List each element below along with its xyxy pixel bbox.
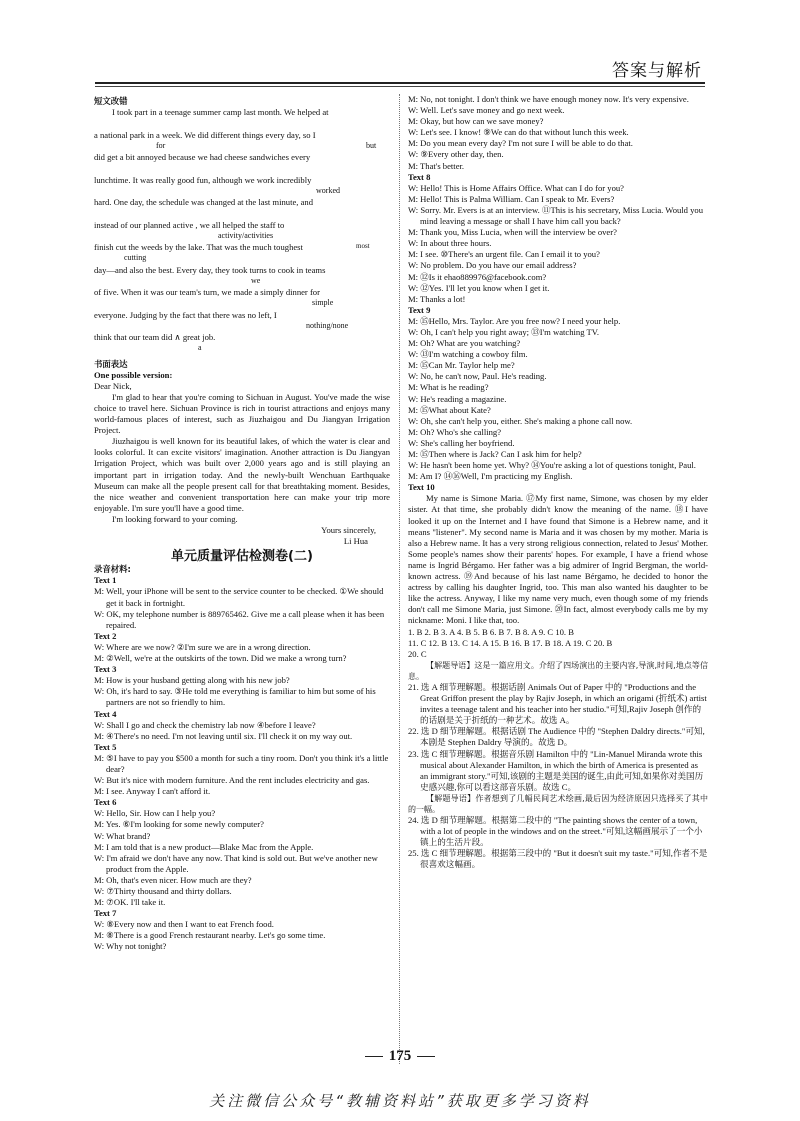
header-rule-thin — [95, 86, 705, 87]
dialogue-line: M: Hello! This is Palma William. Can I speak to Mr. Evers? — [408, 193, 615, 204]
header-title: 答案与解析 — [612, 61, 702, 81]
dialogue-line: M: ②Well, we're at the outskirts of the town. Did we make a wrong turn? — [94, 653, 347, 664]
dialogue-line: M: Do you mean every day? I'm not sure I will be able to do that. — [408, 138, 633, 149]
page-number-rule — [365, 1056, 383, 1057]
dialogue-line: W: Why not tonight? — [94, 941, 167, 952]
dialogue-line: M: Thank you, Miss Lucia, when will the interview be over? — [408, 227, 617, 238]
dialogue-line: M: That's better. — [408, 160, 465, 171]
dialogue-line: W: What brand? — [94, 830, 151, 841]
dialogue-line: W: Oh, it's hard to say. ③He told me everything is familiar to him but some of his partners are not so friendly to him. — [94, 686, 376, 708]
text-heading: Text 8 — [408, 171, 431, 182]
dialogue-line: W: Oh, I can't help you right away; ⑬I'm watching TV. — [408, 326, 600, 337]
dialogue-line: W: She's calling her boyfriend. — [408, 437, 515, 448]
error-line — [94, 220, 390, 243]
dialogue-line: M: ⑧There is a good French restaurant nearby. Let's go some time. — [94, 930, 326, 941]
error-note: we — [251, 275, 261, 285]
error-line — [94, 175, 390, 198]
dialogue-line: W: I'm afraid we don't have any now. That kind is sold out. But we've another new product from the Apple. — [94, 852, 378, 874]
error-line — [94, 197, 390, 220]
writing-title: 书面表达 — [94, 358, 128, 369]
text-heading: Text 10 — [408, 482, 435, 493]
error-line — [94, 332, 390, 355]
footer-watermark: 关注微信公众号“教辅资料站”获取更多学习资料 — [209, 1092, 591, 1110]
dialogue-line: M: Well, your iPhone will be sent to the service counter to be checked. ①We should get it back in fortnight. — [94, 586, 384, 608]
writing-salutation: Dear Nick, — [94, 380, 132, 391]
text-heading: Text 1 — [94, 575, 117, 586]
answer-key-line: 1. B 2. B 3. A 4. B 5. B 6. B 7. B 8. A 9. C 10. B — [408, 626, 574, 637]
writing-paragraph: I'm looking forward to your coming. — [112, 513, 238, 524]
dialogue-line: M: ⑮What about Kate? — [408, 404, 491, 415]
error-note: a — [198, 343, 202, 353]
error-note: activity/activities — [218, 230, 274, 240]
listening-label: 录音材料: — [94, 564, 131, 575]
dialogue-line: M: How is your husband getting along with his new job? — [94, 675, 290, 686]
writing-paragraph: I'm glad to hear that you're coming to Sichuan in August. You've made the wise choice to travel here. Sichuan Province is rich in tourist attractions and enjoys many world-famous places of interest, such as Jiuzhaigou and Du Jiangyan Irrigation Project. — [94, 391, 390, 436]
dialogue-line: W: OK, my telephone number is 889765462. Give me a call please when it has been repaired. — [94, 608, 385, 630]
error-line-text: did get a bit annoyed because we had cheese sandwiches every — [94, 152, 311, 163]
header-rule — [95, 82, 705, 84]
right-column — [408, 94, 708, 871]
text-heading: Text 9 — [408, 304, 431, 315]
text-heading: Text 3 — [94, 664, 117, 675]
page-number-text: 175 — [388, 1048, 412, 1064]
dialogue-line: W: Where are we now? ②I'm sure we are in a wrong direction. — [94, 641, 311, 652]
column-divider — [399, 94, 400, 1064]
text-heading: Text 5 — [94, 741, 117, 752]
error-note: simple — [312, 298, 334, 308]
dialogue-line: M: Okay, but how can we save money? — [408, 116, 544, 127]
error-line — [94, 242, 390, 265]
error-note: nothing/none — [306, 320, 349, 330]
error-correction-title: 短文改错 — [94, 96, 128, 106]
solution-guide: 【解题导语】这是一篇应用文。介绍了四场演出的主要内容,导演,时间,地点等信息。 — [408, 660, 708, 681]
dialogue-line: M: Am I? ⑭⑯Well, I'm practicing my English. — [408, 471, 573, 482]
error-line — [94, 107, 390, 130]
dialogue-line: M: ⑮Can Mr. Taylor help me? — [408, 360, 515, 371]
dialogue-line: M: ⑮Hello, Mrs. Taylor. Are you free now? I need your help. — [408, 315, 621, 326]
unit-title: 单元质量评估检测卷(二) — [171, 549, 313, 565]
text-heading: Text 2 — [94, 630, 117, 641]
answer-explanation: 23. 选 C 细节理解题。根据音乐剧 Hamilton 中的 "Lin-Manuel Miranda wrote this musical about Alexander Hamilton, in which the birth of America is presented as an immigrant story."可知,该剧的主题是美国的诞生,由此可知,如果你对美国历史感兴趣,你可以看这部音乐剧。故选 C。 — [408, 748, 704, 792]
error-line-text: everyone. Judging by the fact that there was no left, I — [94, 309, 277, 320]
answer-explanation: 22. 选 D 细节理解题。根据话剧 The Audience 中的 "Stephen Daldry directs."可知,本剧是 Stephen Daldry 导演的。故选 D。 — [408, 726, 705, 748]
dialogue-line: M: I see. ⑩There's an urgent file. Can I email it to you? — [408, 249, 600, 260]
error-line-text: I took part in a teenage summer camp last month. We helped at — [112, 107, 329, 118]
error-line — [94, 287, 390, 310]
dialogue-line: M: Yes. ⑥I'm looking for some newly computer? — [94, 819, 264, 830]
dialogue-line: W: ⑫Yes. I'll let you know when I get it. — [408, 282, 550, 293]
dialogue-line: M: ④There's no need. I'm not leaving until six. I'll check it on my way out. — [94, 730, 353, 741]
dialogue-line: M: What is he reading? — [408, 382, 489, 393]
error-line-text: instead of our planned active , we all helped the staff to — [94, 219, 285, 230]
writing-name: Li Hua — [343, 536, 368, 547]
error-line-text: of five. When it was our team's turn, we made a simply dinner for — [94, 287, 320, 298]
error-line-text: lunchtime. It was really good fun, although we work incredibly — [94, 174, 312, 185]
dialogue-line: W: ⑧Every now and then I want to eat French food. — [94, 919, 274, 930]
text-heading: Text 6 — [94, 797, 117, 808]
dialogue-line: W: Hello, Sir. How can I help you? — [94, 808, 216, 819]
text10-paragraph: My name is Simone Maria. ⑰My first name, Simone, was chosen by my elder sister. At that time, she probably didn't know the meaning of the name. ⑱I have looked it up on the Internet and I have found that Simone is a Hebrew name, and it means "listener". My second name is Maria and it was chosen by my mother. Maria is also a Hebrew name. It has a very strong religious connection, related to Jesus' Mother. Some people's names show their parents' hopes. For example, I have a friend whose name is Ingrid Bérgamo. Her father was a big admirer of Ingrid Bergman, the world-known actress. ⑲And because of his last name Bérgamo, he decided to honor the actress by calling his daughter Ingrid, too. This man also wanted his daughter to be like the actress. Anyway, I like my name very much, even though some of my friends don't call me Simone Maria, just Simone. ⑳In fact, almost everybody calls me by my nickname: Moni. I like that, too. — [408, 493, 708, 626]
dialogue-line: W: ⑬I'm watching a cowboy film. — [408, 349, 528, 360]
dialogue-line: W: ⑦Thirty thousand and thirty dollars. — [94, 886, 232, 896]
error-note: but — [366, 140, 377, 150]
dialogue-line: M: Oh, that's even nicer. How much are they? — [94, 874, 252, 885]
dialogue-line: W: Shall I go and check the chemistry lab now ④before I leave? — [94, 719, 316, 730]
dialogue-line: M: ⑫Is it ehao889976@facebook.com? — [408, 271, 547, 282]
answer-explanation: 24. 选 D 细节理解题。根据第二段中的 "The painting shows the center of a town, with a lot of people in the windows and on the street."可知,这幅画展示了一个小镇上的生活片段。 — [408, 815, 703, 848]
dialogue-line: M: Oh? What are you watching? — [408, 338, 521, 349]
answer-key-line: 11. C 12. B 13. C 14. A 15. B 16. B 17. B 18. A 19. C 20. B — [408, 637, 613, 648]
solution-guide: 【解题导语】作者想到了几幅民间艺术绘画,最后因为经济原因只选择买了其中的一幅。 — [408, 793, 708, 814]
error-line-text: day—and also the best. Every day, they took turns to cook in teams — [94, 264, 326, 275]
dialogue-line: M: ⑤I have to pay you $500 a month for such a tiny room. Don't you think it's a little dear? — [94, 752, 389, 774]
answer-explanation: 21. 选 A 细节理解题。根据话剧 Animals Out of Paper 中的 "Productions and the Great Griffon present the play by Rajiv Joseph, in which an origami (折纸术) artist invites a teenage talent and his teacher into her studio."可知,Rajiv Joseph 创作的的话剧是关于折纸的一种艺术。故选 A。 — [408, 681, 707, 726]
dialogue-line: W: No, he can't now, Paul. He's reading. — [408, 371, 547, 382]
dialogue-line: W: Sorry. Mr. Evers is at an interview. ⑪This is his secretary, Miss Lucia. Would you mind leaving a message or shall I have him call you back? — [408, 204, 704, 227]
left-column — [94, 94, 390, 953]
dialogue-line: W: Hello! This is Home Affairs Office. What can I do for you? — [408, 182, 624, 193]
answer-key-line: 20. C — [408, 648, 427, 659]
error-note: most — [356, 242, 370, 251]
error-line — [94, 310, 390, 333]
error-line-text: think that our team did ∧ great job. — [94, 332, 216, 343]
text-heading: Text 7 — [94, 908, 117, 919]
page-number — [0, 1048, 800, 1065]
dialogue-line: W: Let's see. I know! ⑨We can do that without lunch this week. — [408, 127, 629, 138]
dialogue-line: M: ⑮Then where is Jack? Can I ask him for help? — [408, 449, 582, 459]
dialogue-line: W: No problem. Do you have our email address? — [408, 260, 577, 271]
error-line-text: finish cut the weeds by the lake. That was the much toughest — [94, 242, 303, 253]
dialogue-line: M: I am told that is a new product—Blake Mac from the Apple. — [94, 841, 314, 852]
dialogue-line: M: I see. Anyway I can't afford it. — [94, 786, 211, 797]
dialogue-line: W: But it's nice with modern furniture. And the rent includes electricity and gas. — [94, 775, 370, 786]
dialogue-line: M: Oh? Who's she calling? — [408, 426, 502, 437]
error-line — [94, 152, 390, 175]
error-line — [94, 265, 390, 288]
writing-closing: Yours sincerely, — [321, 525, 376, 535]
error-line — [94, 130, 390, 153]
error-line-text: a national park in a week. We did different things every day, so I — [94, 129, 316, 140]
dialogue-line: W: He's reading a magazine. — [408, 393, 507, 404]
dialogue-line: W: In about three hours. — [408, 238, 492, 249]
dialogue-line: W: He hasn't been home yet. Why? ⑭You're asking a lot of questions tonight, Paul. — [408, 460, 696, 471]
dialogue-line: W: Oh, she can't help you, either. She's making a phone call now. — [408, 415, 633, 426]
page-number-rule — [417, 1056, 435, 1057]
dialogue-line: W: ⑨Every other day, then. — [408, 149, 504, 160]
dialogue-line: M: Thanks a lot! — [408, 293, 466, 304]
text-heading: Text 4 — [94, 708, 117, 719]
dialogue-line: W: Well. Let's save money and go next week. — [408, 105, 565, 116]
error-note: for — [156, 140, 166, 150]
answer-explanation: 25. 选 C 细节理解题。根据第三段中的 "But it doesn't suit my taste."可知,作者不是很喜欢这幅画。 — [408, 848, 708, 870]
dialogue-line: M: No, not tonight. I don't think we have enough money now. It's very expensive. — [408, 94, 689, 104]
error-note: cutting — [124, 253, 147, 263]
dialogue-line: M: ⑦OK. I'll take it. — [94, 897, 166, 908]
writing-version: One possible version: — [94, 369, 173, 380]
writing-paragraph: Jiuzhaigou is well known for its beautiful lakes, of which the water is clear and looks colorful. It can excite visitors' imagination. Another attraction is Du Jiangyan Irrigation Project, which was built over 2,000 years ago and is still playing an important part in irrigation today. And the newly-built Wenchuan Earthquake Museum can make all the people present call for that breathtaking moment. Besides, the nice weather and convenient transportation here can make your trip more enjoyable. I'm sure you'll have a good time. — [94, 436, 390, 513]
error-line-text: hard. One day, the schedule was changed at the last minute, and — [94, 197, 313, 208]
error-note: worked — [316, 185, 340, 195]
